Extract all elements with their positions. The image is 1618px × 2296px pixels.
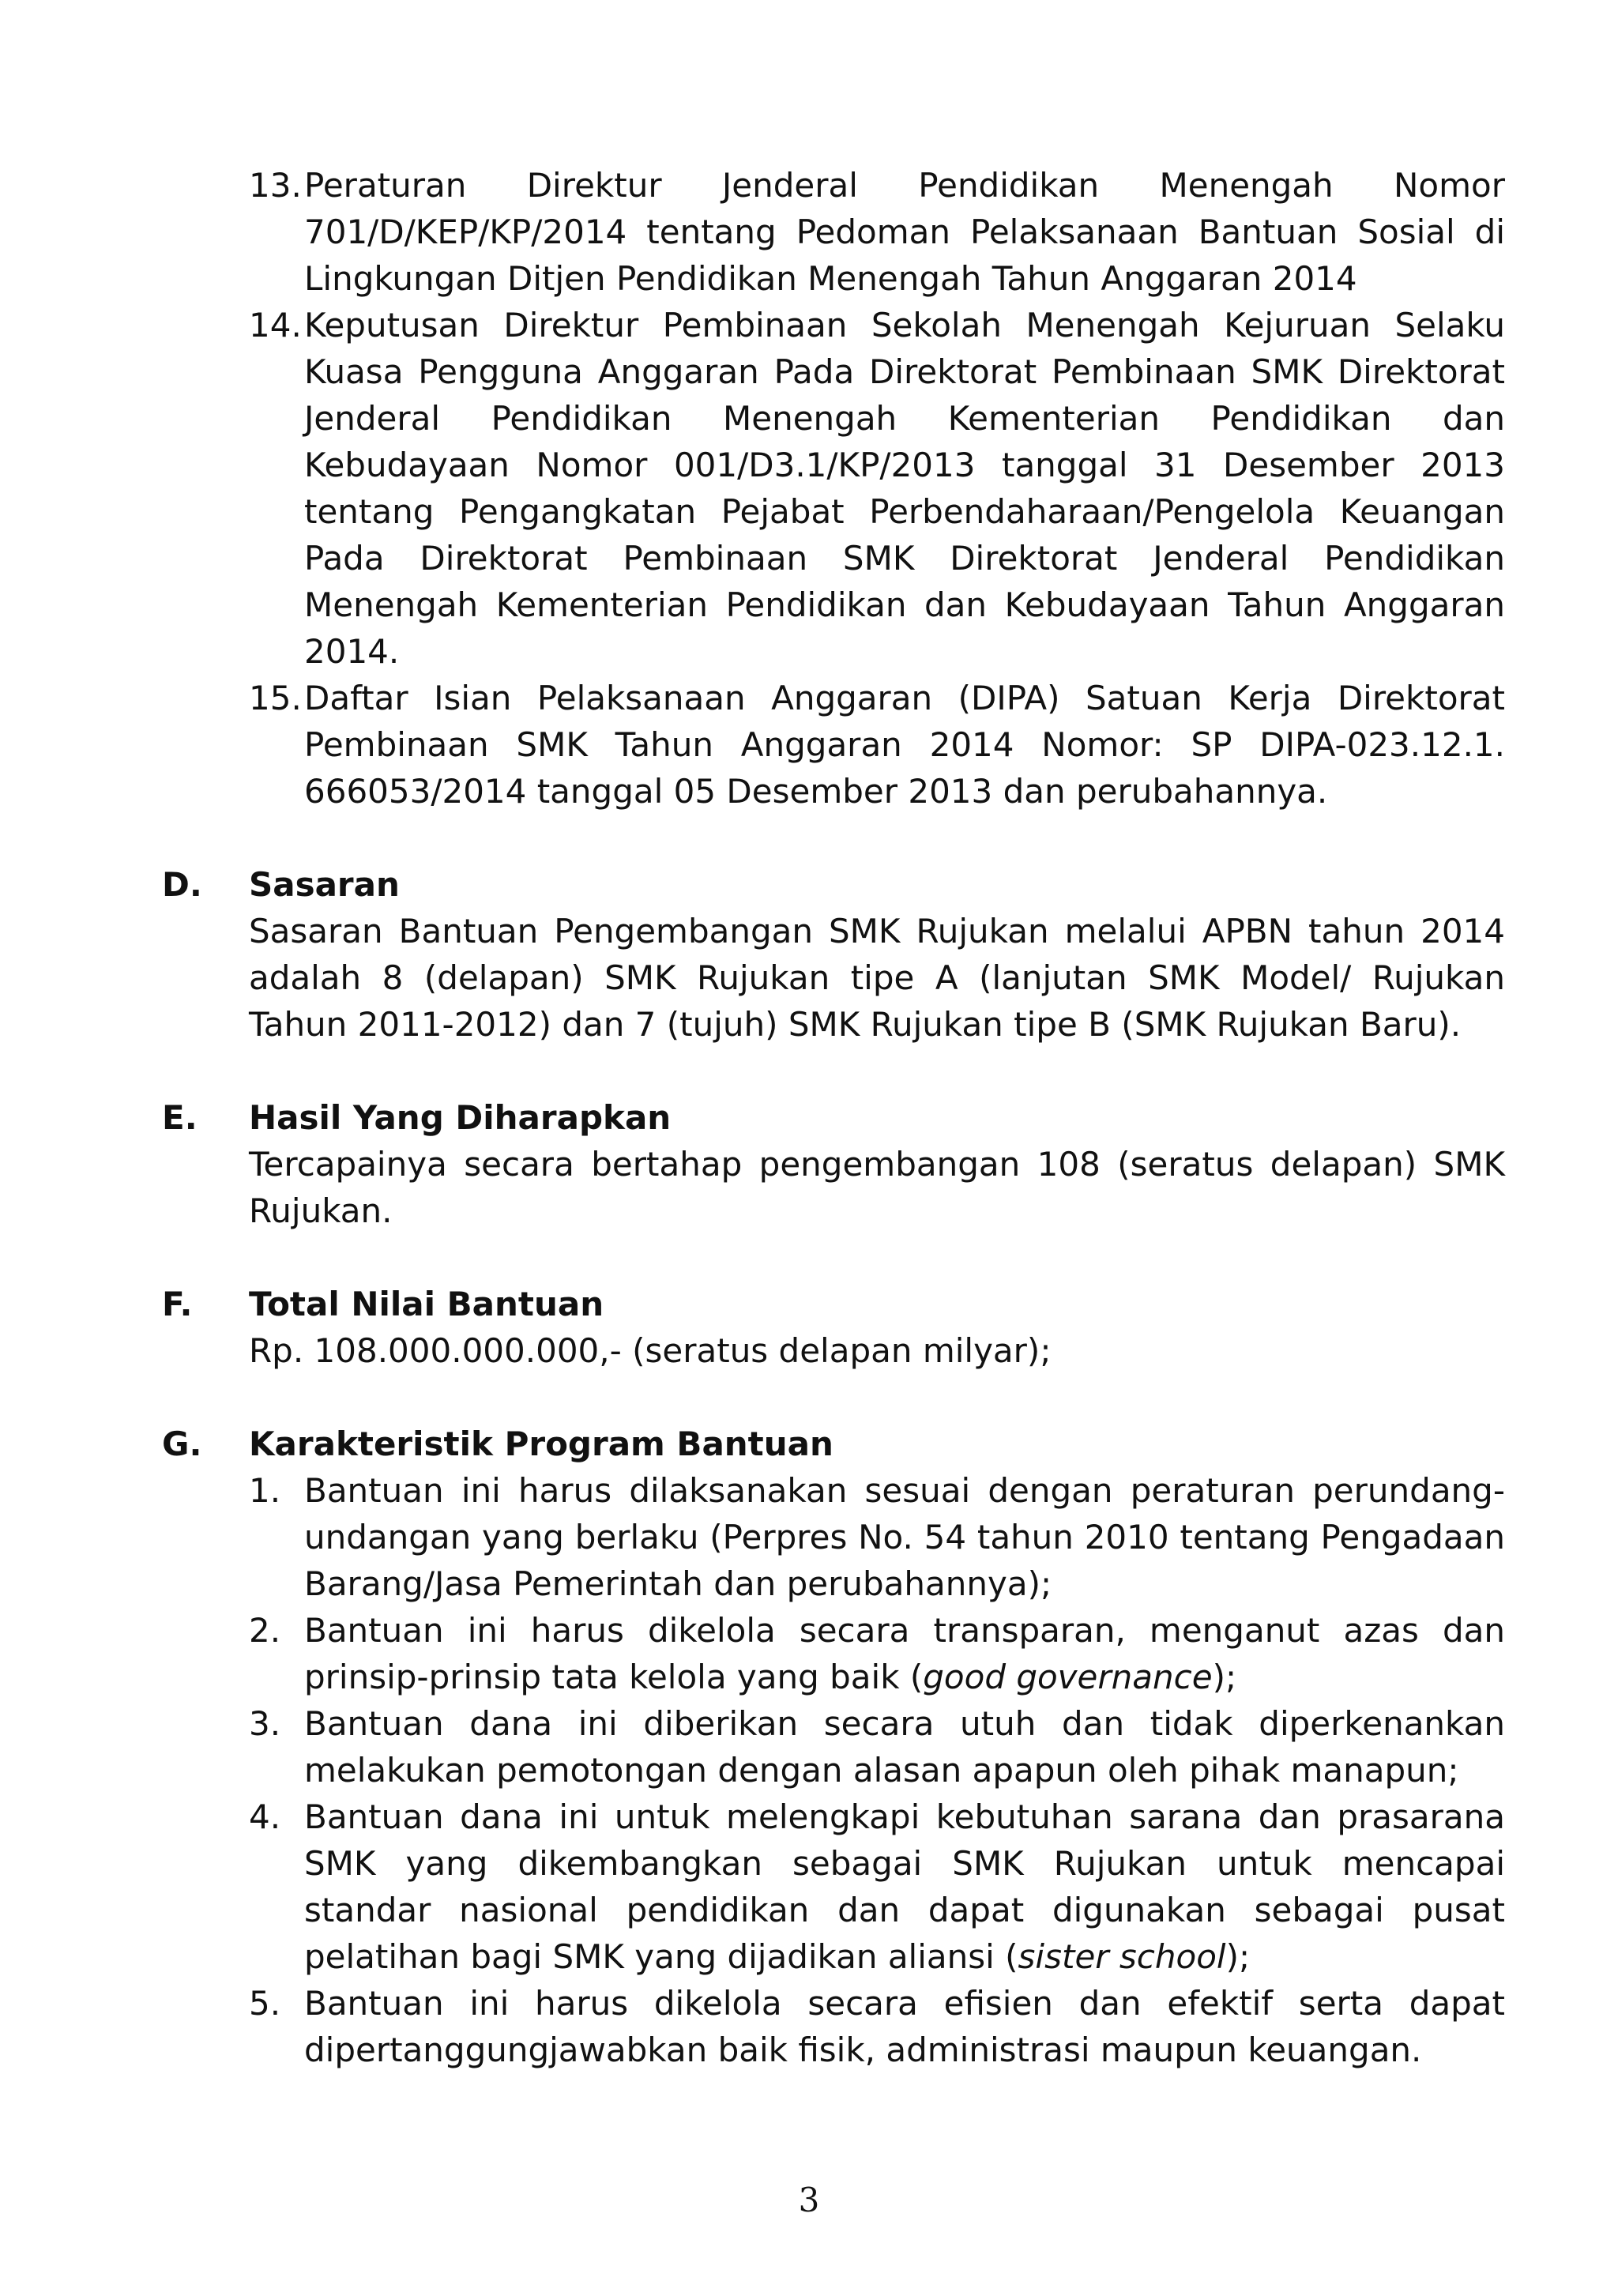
list-text: Peraturan Direktur Jenderal Pendidikan Menengah Nomor 701/D/KEP/KP/2014 tentang Pedoman Pelaksanaan Bantuan Sosial di Lingkungan Ditjen Pendidikan Menengah Tahun Anggaran 2014: [304, 166, 1505, 298]
italic-term: sister school: [1018, 1937, 1226, 1976]
section-sasaran: [162, 861, 1505, 1048]
reference-item-13: [162, 162, 1505, 302]
italic-term: good governance: [923, 1658, 1213, 1696]
section-body: Tercapainya secara bertahap pengembangan 108 (seratus delapan) SMK Rujukan.: [249, 1145, 1505, 1230]
list-text: Daftar Isian Pelaksanaan Anggaran (DIPA) Satuan Kerja Direktorat Pembinaan SMK Tahun Anggaran 2014 Nomor: SP DIPA-023.12.1. 666053/2014 tanggal 05 Desember 2013 dan perubahannya.: [304, 679, 1505, 811]
list-text: [304, 1794, 1505, 1980]
list-text-before: Bantuan ini harus dikelola secara transparan, menganut azas dan prinsip-prinsip tata kelola yang baik (: [304, 1611, 1505, 1696]
section-hasil: [162, 1094, 1505, 1234]
characteristic-item-4: [162, 1794, 1505, 1980]
page-content: [162, 162, 1505, 2073]
list-number: 5.: [249, 1984, 281, 2023]
list-text-after: );: [1225, 1937, 1251, 1976]
characteristic-item-3: [162, 1700, 1505, 1794]
list-text: [304, 1607, 1505, 1700]
section-title: Sasaran: [249, 865, 400, 904]
list-number: 3.: [249, 1704, 281, 1743]
characteristic-item-2: [162, 1607, 1505, 1700]
section-letter: E.: [162, 1098, 198, 1137]
section-body: Sasaran Bantuan Pengembangan SMK Rujukan melalui APBN tahun 2014 adalah 8 (delapan) SMK Rujukan tipe A (lanjutan SMK Model/ Rujukan Tahun 2011-2012) dan 7 (tujuh) SMK Rujukan tipe B (SMK Rujukan Baru).: [249, 912, 1505, 1044]
list-text-before: Bantuan dana ini untuk melengkapi kebutuhan sarana dan prasarana SMK yang dikembangkan sebagai SMK Rujukan untuk mencapai standar nasional pendidikan dan dapat digunakan sebagai pusat pelatihan bagi SMK yang dijadikan aliansi (: [304, 1797, 1505, 1976]
characteristic-item-1: [162, 1467, 1505, 1607]
section-letter: F.: [162, 1285, 193, 1323]
section-letter: D.: [162, 865, 202, 904]
section-letter: G.: [162, 1425, 202, 1463]
section-title: Hasil Yang Diharapkan: [249, 1098, 672, 1137]
list-number: 1.: [249, 1471, 281, 1510]
list-text: Bantuan ini harus dikelola secara efisien dan efektif serta dapat dipertanggungjawabkan baik fisik, administrasi maupun keuangan.: [304, 1984, 1505, 2069]
list-number: 4.: [249, 1797, 281, 1836]
list-number: 2.: [249, 1611, 281, 1650]
section-total-nilai: [162, 1281, 1505, 1374]
characteristic-item-5: [162, 1980, 1505, 2073]
section-karakteristik: [162, 1421, 1505, 2073]
list-text-after: );: [1212, 1658, 1237, 1696]
list-number: 15.: [249, 679, 302, 717]
section-title: Karakteristik Program Bantuan: [249, 1425, 833, 1463]
section-title: Total Nilai Bantuan: [249, 1285, 604, 1323]
list-text: Keputusan Direktur Pembinaan Sekolah Menengah Kejuruan Selaku Kuasa Pengguna Anggaran Pada Direktorat Pembinaan SMK Direktorat Jenderal Pendidikan Menengah Kementerian Pendidikan dan Kebudayaan Nomor 001/D3.1/KP/2013 tanggal 31 Desember 2013 tentang Pengangkatan Pejabat Perbendaharaan/Pengelola Keuangan Pada Direktorat Pembinaan SMK Direktorat Jenderal Pendidikan Menengah Kementerian Pendidikan dan Kebudayaan Tahun Anggaran 2014.: [304, 306, 1505, 671]
section-heading: [162, 861, 1505, 908]
section-body: Rp. 108.000.000.000,- (seratus delapan milyar);: [249, 1331, 1052, 1370]
characteristics-list: [162, 1467, 1505, 2073]
section-heading: [162, 1281, 1505, 1327]
reference-item-14: [162, 302, 1505, 675]
list-text: Bantuan ini harus dilaksanakan sesuai dengan peraturan perundang-undangan yang berlaku (Perpres No. 54 tahun 2010 tentang Pengadaan Barang/Jasa Pemerintah dan perubahannya);: [304, 1471, 1505, 1603]
section-heading: [162, 1421, 1505, 1467]
page-number: 3: [798, 2181, 820, 2219]
reference-item-15: [162, 675, 1505, 815]
list-number: 13.: [249, 166, 302, 205]
reference-list: [162, 162, 1505, 815]
section-heading: [162, 1094, 1505, 1141]
list-number: 14.: [249, 306, 302, 344]
list-text: Bantuan dana ini diberikan secara utuh dan tidak diperkenankan melakukan pemotongan dengan alasan apapun oleh pihak manapun;: [304, 1704, 1505, 1790]
